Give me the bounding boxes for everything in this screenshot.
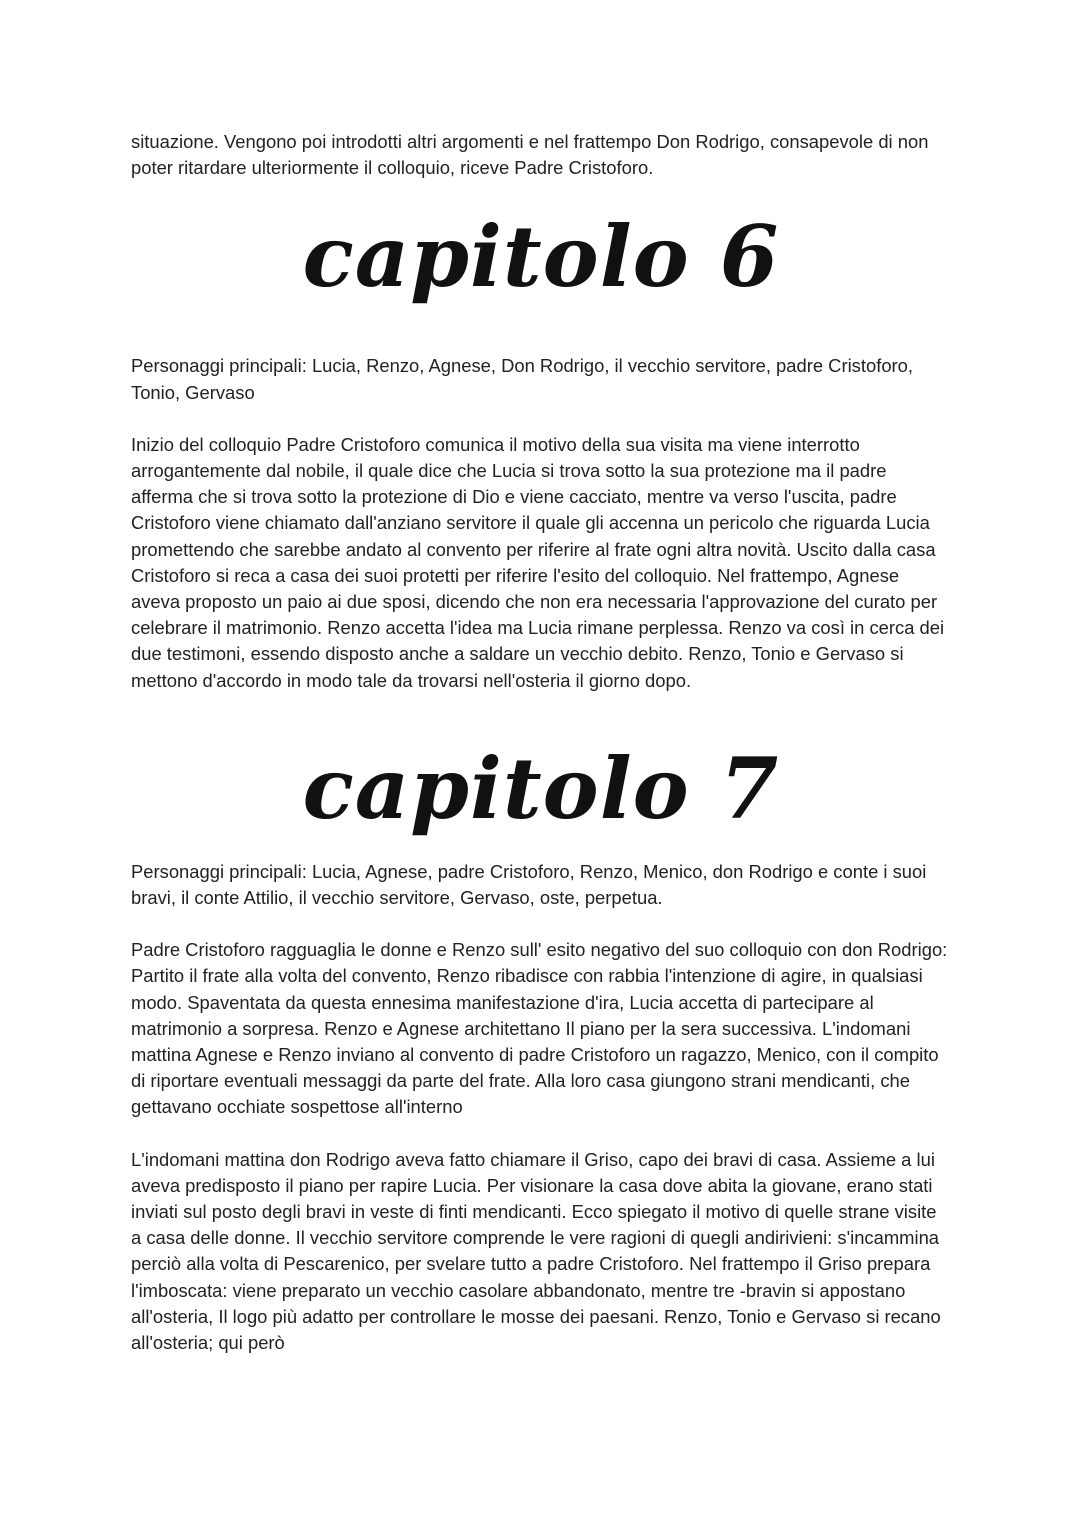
chapter-7-heading: capitolo 7 [302, 738, 780, 838]
chapter-6-paragraph: Inizio del colloquio Padre Cristoforo comunica il motivo della sua visita ma viene interrotto arrogantemente dal nobile, il quale dice che Lucia si trova sotto la sua protezione ma il padre afferma che si trova sotto la protezione di Dio e viene cacciato, mentre va verso l'uscita, padre Cristoforo viene chiamato dall'anziano servitore il quale gli accenna un pericolo che riguarda Lucia promettendo che sarebbe andato al convento per riferire al frate ogni altra novità. Uscito dalla casa Cristoforo si reca a casa dei suoi protetti per riferire l'esito del colloquio. Nel frattempo, Agnese aveva proposto un paio ai due sposi, dicendo che non era necessaria l'approvazione del curato per celebrare il matrimonio. Renzo accetta l'idea ma Lucia rimane perplessa. Renzo va così in cerca dei due testimoni, essendo disposto anche a saldare un vecchio debito. Renzo, Tonio e Gervaso si mettono d'accordo in modo tale da trovarsi nell'osteria il giorno dopo. [131, 433, 945, 691]
chapter-7-paragraph-1: Padre Cristoforo ragguaglia le donne e Renzo sull' esito negativo del suo colloquio con don Rodrigo: Partito il frate alla volta del convento, Renzo ribadisce con rabbia l'intenzione di agire, in qualsiasi modo. Spaventata da questa ennesima manifestazione d'ira, Lucia accetta di partecipare al matrimonio a sorpresa. Renzo e Agnese architettano Il piano per la sera successiva. L'indomani mattina Agnese e Renzo inviano al convento di padre Cristoforo un ragazzo, Menico, con il compito di riportare eventuali messaggi da parte del frate. Alla loro casa giungono strani mendicanti, che gettavano occhiate sospettose all'interno [131, 939, 948, 1118]
chapter-6-heading: capitolo 6 [302, 207, 780, 307]
document-page [131, 129, 951, 1356]
chapter-7-characters: Personaggi principali: Lucia, Agnese, padre Cristoforo, Renzo, Menico, don Rodrigo e conte i suoi bravi, il conte Attilio, il vecchio servitore, Gervaso, oste, perpetua. [131, 860, 927, 909]
chapter-6-characters: Personaggi principali: Lucia, Renzo, Agnese, Don Rodrigo, il vecchio servitore, padre Cristoforo, Tonio, Gervaso [131, 355, 914, 403]
chapter-7-paragraph-2: L'indomani mattina don Rodrigo aveva fatto chiamare il Griso, capo dei bravi di casa. Assieme a lui aveva predisposto il piano per rapire Lucia. Per visionare la casa dove abita la giovane, erano stati inviati sul posto degli bravi in veste di finti mendicanti. Ecco spiegato il motivo di quelle strane visite a casa delle donne. Il vecchio servitore comprende le vere ragioni di quegli andirivieni: s'incammina perciò alla volta di Pescarenico, per svelare tutto a padre Cristoforo. Nel frattempo il Griso prepara l'imboscata: viene preparato un vecchio casolare abbandonato, mentre tre -bravin si appostano all'osteria, Il logo più adatto per controllare le mosse dei paesani. Renzo, Tonio e Gervaso si recano all'osteria; qui però [131, 1148, 941, 1354]
intro-paragraph: situazione. Vengono poi introdotti altri argomenti e nel frattempo Don Rodrigo, consapevole di non poter ritardare ulteriormente il colloquio, riceve Padre Cristoforo. [131, 131, 929, 179]
